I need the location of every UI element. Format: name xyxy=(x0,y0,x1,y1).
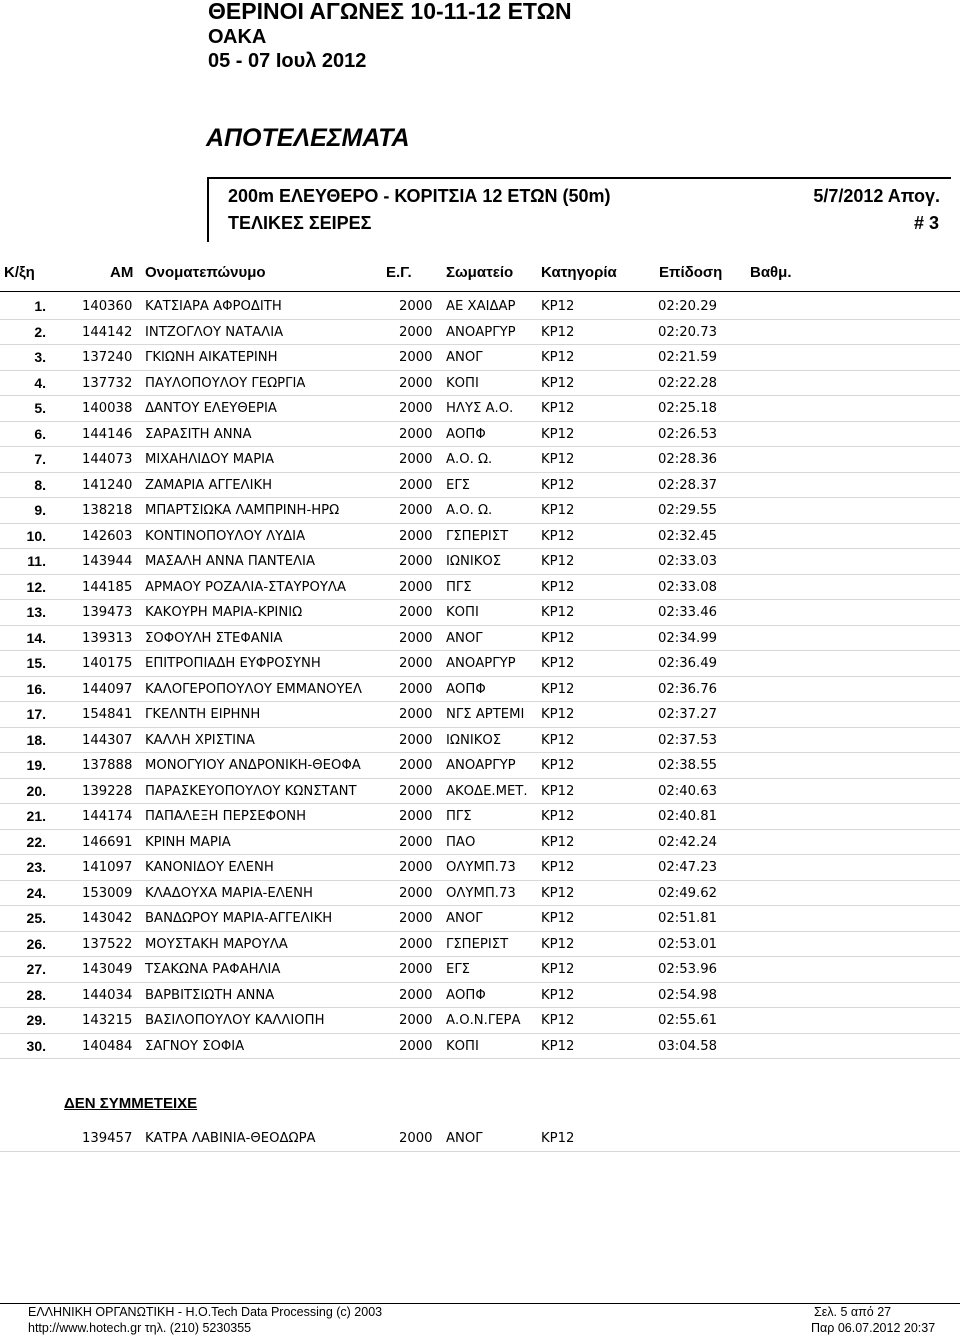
rank-cell: 13. xyxy=(26,604,46,620)
name-cell: ΠΑΡΑΣΚΕΥΟΠΟΥΛΟΥ ΚΩΝΣΤΑΝΤ xyxy=(145,783,357,799)
table-row xyxy=(0,524,960,550)
category-cell: ΚΡ12 xyxy=(541,426,575,442)
am-cell: 140360 xyxy=(82,299,133,314)
club-cell: ΑΝΟΓ xyxy=(446,350,483,365)
table-row xyxy=(0,932,960,958)
rank-cell: 30. xyxy=(26,1037,46,1054)
club-cell: ΑΝΟΑΡΓΥΡ xyxy=(446,758,516,773)
table-row xyxy=(0,702,960,728)
event-name: 200m ΕΛΕΥΘΕΡΟ - ΚΟΡΙΤΣΙΑ 12 ΕΤΩΝ (50m) xyxy=(228,186,611,206)
category-cell: ΚΡ12 xyxy=(541,630,575,646)
year-cell: 2000 xyxy=(399,1131,433,1146)
rank-cell: 28. xyxy=(26,986,46,1003)
year-cell: 2000 xyxy=(399,911,433,926)
table-row xyxy=(0,600,960,626)
time-cell: 02:33.08 xyxy=(658,579,717,595)
club-cell: ΠΓΣ xyxy=(446,579,472,595)
footer-page-number: Σελ. 5 από 27 xyxy=(814,1305,892,1319)
year-cell: 2000 xyxy=(399,324,433,340)
am-cell: 140175 xyxy=(82,656,133,671)
am-cell: 137240 xyxy=(82,350,133,365)
rank-cell: 15. xyxy=(26,655,46,671)
time-cell: 02:29.55 xyxy=(658,503,717,518)
am-cell: 144174 xyxy=(82,809,133,824)
category-cell: ΚΡ12 xyxy=(541,885,575,901)
category-cell: ΚΡ12 xyxy=(541,656,575,671)
am-cell: 141097 xyxy=(82,860,133,875)
am-cell: 138218 xyxy=(82,503,133,518)
name-cell: ΒΑΣΙΛΟΠΟΥΛΟΥ ΚΑΛΛΙΟΠΗ xyxy=(145,1013,325,1028)
year-cell: 2000 xyxy=(399,426,433,442)
table-row xyxy=(0,396,960,422)
time-cell: 02:37.53 xyxy=(658,732,717,748)
year-cell: 2000 xyxy=(399,554,433,569)
year-cell: 2000 xyxy=(399,809,433,824)
club-cell: Α.Ο.Ν.ΓΕΡΑ xyxy=(446,1013,521,1028)
category-cell: ΚΡ12 xyxy=(541,1038,575,1054)
category-cell: ΚΡ12 xyxy=(541,605,575,620)
name-cell: ΤΣΑΚΩΝΑ ΡΑΦΑΗΛΙΑ xyxy=(145,962,281,977)
table-row xyxy=(0,804,960,830)
year-cell: 2000 xyxy=(399,936,433,952)
time-cell: 02:36.76 xyxy=(658,681,717,697)
am-cell: 154841 xyxy=(82,707,133,722)
name-cell: ΚΟΝΤΙΝΟΠΟΥΛΟΥ ΛΥΔΙΑ xyxy=(145,528,306,544)
category-cell: ΚΡ12 xyxy=(541,732,575,748)
meet-venue: ΟΑΚΑ xyxy=(208,26,267,48)
table-row xyxy=(0,855,960,881)
table-row xyxy=(0,294,960,320)
event-date: 5/7/2012 Απογ. xyxy=(813,186,940,206)
name-cell: ΣΟΦΟΥΛΗ ΣΤΕΦΑΝΙΑ xyxy=(145,630,283,646)
rank-cell: 3. xyxy=(34,349,46,365)
table-row xyxy=(0,1008,960,1034)
category-cell: ΚΡ12 xyxy=(541,324,575,340)
col-header-time: Επίδοση xyxy=(659,264,723,281)
round-name: ΤΕΛΙΚΕΣ ΣΕΙΡΕΣ xyxy=(228,213,372,233)
category-cell: ΚΡ12 xyxy=(541,758,575,773)
year-cell: 2000 xyxy=(399,834,433,850)
table-row xyxy=(0,447,960,473)
rank-cell: 18. xyxy=(26,731,46,748)
table-row xyxy=(0,728,960,754)
time-cell: 02:38.55 xyxy=(658,758,717,773)
club-cell: ΝΓΣ ΑΡΤΕΜΙ xyxy=(446,707,525,722)
year-cell: 2000 xyxy=(399,885,433,901)
am-cell: 144146 xyxy=(82,426,133,442)
club-cell: ΙΩΝΙΚΟΣ xyxy=(446,554,502,569)
am-cell: 137888 xyxy=(82,758,133,773)
table-row xyxy=(0,345,960,371)
rank-cell: 8. xyxy=(34,476,46,493)
club-cell: ΗΛΥΣ Α.Ο. xyxy=(446,401,514,416)
category-cell: ΚΡ12 xyxy=(541,681,575,697)
rank-cell: 2. xyxy=(34,323,46,340)
category-cell: ΚΡ12 xyxy=(541,579,575,595)
table-row xyxy=(0,473,960,499)
am-cell: 143049 xyxy=(82,962,133,977)
name-cell: ΚΑΛΟΓΕΡΟΠΟΥΛΟΥ ΕΜΜΑΝΟΥΕΛ xyxy=(145,681,362,697)
name-cell: ΓΚΕΛΝΤΗ ΕΙΡΗΝΗ xyxy=(145,707,261,722)
category-cell: ΚΡ12 xyxy=(541,528,575,544)
rank-cell: 11. xyxy=(27,553,46,569)
category-cell: ΚΡ12 xyxy=(541,1013,575,1028)
time-cell: 02:28.37 xyxy=(658,477,717,493)
name-cell: ΒΑΡΒΙΤΣΙΩΤΗ ΑΝΝΑ xyxy=(145,987,275,1003)
rank-cell: 6. xyxy=(34,425,46,442)
year-cell: 2000 xyxy=(399,962,433,977)
am-cell: 144307 xyxy=(82,732,133,748)
name-cell: ΖΑΜΑΡΙΑ ΑΓΓΕΛΙΚΗ xyxy=(145,477,273,493)
am-cell: 146691 xyxy=(82,834,133,850)
year-cell: 2000 xyxy=(399,375,433,391)
rank-cell: 10. xyxy=(26,527,46,544)
am-cell: 137732 xyxy=(82,375,133,391)
time-cell: 02:53.01 xyxy=(658,936,717,952)
club-cell: ΠΑΟ xyxy=(446,834,476,850)
name-cell: ΜΑΣΑΛΗ ΑΝΝΑ ΠΑΝΤΕΛΙΑ xyxy=(145,554,315,569)
club-cell: ΙΩΝΙΚΟΣ xyxy=(446,732,502,748)
am-cell: 144142 xyxy=(82,324,133,340)
dns-table xyxy=(0,1126,960,1152)
name-cell: ΜΠΑΡΤΣΙΩΚΑ ΛΑΜΠΡΙΝΗ-ΗΡΩ xyxy=(145,503,340,518)
col-header-grade: Βαθμ. xyxy=(750,264,792,281)
am-cell: 144073 xyxy=(82,452,133,467)
am-cell: 142603 xyxy=(82,528,133,544)
rank-cell: 20. xyxy=(26,782,46,799)
table-row xyxy=(0,320,960,346)
time-cell: 02:53.96 xyxy=(658,962,717,977)
time-cell: 02:25.18 xyxy=(658,401,717,416)
club-cell: ΓΣΠΕΡΙΣΤ xyxy=(446,528,509,544)
name-cell: ΜΟΥΣΤΑΚΗ ΜΑΡΟΥΛΑ xyxy=(145,936,288,952)
club-cell: ΑΝΟΑΡΓΥΡ xyxy=(446,656,516,671)
category-cell: ΚΡ12 xyxy=(541,350,575,365)
club-cell: ΑΝΟΓ xyxy=(446,1131,483,1146)
am-cell: 143215 xyxy=(82,1013,133,1028)
table-row xyxy=(0,881,960,907)
year-cell: 2000 xyxy=(399,707,433,722)
category-cell: ΚΡ12 xyxy=(541,1131,575,1146)
header-divider xyxy=(0,291,960,292)
table-row xyxy=(0,677,960,703)
club-cell: ΑΟΠΦ xyxy=(446,681,486,697)
year-cell: 2000 xyxy=(399,452,433,467)
name-cell: ΚΑΝΟΝΙΔΟΥ ΕΛΕΝΗ xyxy=(145,860,274,875)
table-row xyxy=(0,422,960,448)
category-cell: ΚΡ12 xyxy=(541,707,575,722)
rank-cell: 17. xyxy=(26,706,46,722)
name-cell: ΠΑΥΛΟΠΟΥΛΟΥ ΓΕΩΡΓΙΑ xyxy=(145,375,306,391)
year-cell: 2000 xyxy=(399,579,433,595)
table-row xyxy=(0,651,960,677)
col-header-rank: Κ/ξη xyxy=(4,264,35,281)
results-heading: ΑΠΟΤΕΛΕΣΜΑΤΑ xyxy=(206,124,410,152)
category-cell: ΚΡ12 xyxy=(541,962,575,977)
time-cell: 02:33.46 xyxy=(658,605,717,620)
rank-cell: 12. xyxy=(26,578,46,595)
am-cell: 140038 xyxy=(82,401,133,416)
category-cell: ΚΡ12 xyxy=(541,477,575,493)
col-header-club: Σωματείο xyxy=(446,264,514,281)
rank-cell: 19. xyxy=(26,757,46,773)
am-cell: 143944 xyxy=(82,554,133,569)
year-cell: 2000 xyxy=(399,605,433,620)
table-row xyxy=(0,1034,960,1060)
table-row xyxy=(0,753,960,779)
am-cell: 144034 xyxy=(82,987,133,1003)
time-cell: 02:32.45 xyxy=(658,528,717,544)
category-cell: ΚΡ12 xyxy=(541,911,575,926)
category-cell: ΚΡ12 xyxy=(541,936,575,952)
table-row xyxy=(0,575,960,601)
category-cell: ΚΡ12 xyxy=(541,987,575,1003)
club-cell: ΚΟΠΙ xyxy=(446,605,479,620)
am-cell: 140484 xyxy=(82,1038,133,1054)
time-cell: 02:55.61 xyxy=(658,1013,717,1028)
meet-title: ΘΕΡΙΝΟΙ ΑΓΩΝΕΣ 10-11-12 ΕΤΩΝ xyxy=(208,0,572,24)
name-cell: ΚΑΚΟΥΡΗ ΜΑΡΙΑ-ΚΡΙΝΙΩ xyxy=(145,605,303,620)
name-cell: ΔΑΝΤΟΥ ΕΛΕΥΘΕΡΙΑ xyxy=(145,401,277,416)
table-row xyxy=(0,983,960,1009)
am-cell: 139473 xyxy=(82,605,133,620)
rank-cell: 21. xyxy=(26,808,46,824)
year-cell: 2000 xyxy=(399,732,433,748)
club-cell: ΑΝΟΑΡΓΥΡ xyxy=(446,324,516,340)
club-cell: ΕΓΣ xyxy=(446,962,471,977)
name-cell: ΣΑΡΑΣΙΤΗ ΑΝΝΑ xyxy=(145,426,252,442)
rank-cell: 26. xyxy=(26,935,46,952)
year-cell: 2000 xyxy=(399,350,433,365)
rank-cell: 29. xyxy=(26,1012,46,1028)
club-cell: ΟΛΥΜΠ.73 xyxy=(446,885,516,901)
time-cell: 03:04.58 xyxy=(658,1038,717,1054)
category-cell: ΚΡ12 xyxy=(541,452,575,467)
rank-cell: 5. xyxy=(34,400,46,416)
col-header-name: Ονοματεπώνυμο xyxy=(145,264,266,281)
meet-dates: 05 - 07 Ιουλ 2012 xyxy=(208,50,367,72)
rank-cell: 23. xyxy=(26,859,46,875)
name-cell: ΜΙΧΑΗΛΙΔΟΥ ΜΑΡΙΑ xyxy=(145,452,275,467)
am-cell: 153009 xyxy=(82,885,133,901)
table-row xyxy=(0,626,960,652)
rank-cell: 4. xyxy=(34,374,46,391)
rank-cell: 14. xyxy=(26,629,46,646)
year-cell: 2000 xyxy=(399,1013,433,1028)
am-cell: 139457 xyxy=(82,1131,133,1146)
year-cell: 2000 xyxy=(399,783,433,799)
table-row xyxy=(0,498,960,524)
am-cell: 144097 xyxy=(82,681,133,697)
club-cell: ΚΟΠΙ xyxy=(446,1038,479,1054)
time-cell: 02:40.63 xyxy=(658,783,717,799)
time-cell: 02:20.29 xyxy=(658,299,717,314)
year-cell: 2000 xyxy=(399,1038,433,1054)
club-cell: ΠΓΣ xyxy=(446,809,472,824)
year-cell: 2000 xyxy=(399,503,433,518)
time-cell: 02:21.59 xyxy=(658,350,717,365)
category-cell: ΚΡ12 xyxy=(541,375,575,391)
club-cell: Α.Ο. Ω. xyxy=(446,503,493,518)
footer-contact: http://www.hotech.gr τηλ. (210) 5230355 xyxy=(28,1321,252,1335)
club-cell: ΑΟΠΦ xyxy=(446,987,486,1003)
name-cell: ΚΛΑΔΟΥΧΑ ΜΑΡΙΑ-ΕΛΕΝΗ xyxy=(145,885,313,901)
time-cell: 02:42.24 xyxy=(658,834,717,850)
name-cell: ΙΝΤΖΟΓΛΟΥ ΝΑΤΑΛΙΑ xyxy=(145,324,284,340)
rank-cell: 22. xyxy=(26,833,46,850)
results-table xyxy=(0,294,960,1059)
time-cell: 02:26.53 xyxy=(658,426,717,442)
name-cell: ΕΠΙΤΡΟΠΙΑΔΗ ΕΥΦΡΟΣΥΝΗ xyxy=(145,656,321,671)
name-cell: ΚΑΤΡΑ ΛΑΒΙΝΙΑ-ΘΕΟΔΩΡΑ xyxy=(145,1131,316,1146)
category-cell: ΚΡ12 xyxy=(541,401,575,416)
rank-cell: 16. xyxy=(26,680,46,697)
club-cell: ΑΟΠΦ xyxy=(446,426,486,442)
category-cell: ΚΡ12 xyxy=(541,503,575,518)
name-cell: ΓΚΙΩΝΗ ΑΙΚΑΤΕΡΙΝΗ xyxy=(145,350,278,365)
time-cell: 02:22.28 xyxy=(658,375,717,391)
category-cell: ΚΡ12 xyxy=(541,834,575,850)
club-cell: ΑΝΟΓ xyxy=(446,911,483,926)
round-number: # 3 xyxy=(913,213,939,233)
table-row xyxy=(0,957,960,983)
rank-cell: 27. xyxy=(26,961,46,977)
am-cell: 144185 xyxy=(82,579,133,595)
time-cell: 02:47.23 xyxy=(658,860,717,875)
dns-heading: ΔΕΝ ΣΥΜΜΕΤΕΙΧΕ xyxy=(64,1095,198,1112)
rank-cell: 9. xyxy=(34,502,46,518)
time-cell: 02:33.03 xyxy=(658,554,717,569)
name-cell: ΚΡΙΝΗ ΜΑΡΙΑ xyxy=(145,834,231,850)
footer-organizer: ΕΛΛΗΝΙΚΗ ΟΡΓΑΝΩΤΙΚΗ - Η.Ο.Tech Data Processing (c) 2003 xyxy=(28,1305,383,1319)
time-cell: 02:54.98 xyxy=(658,987,717,1003)
name-cell: ΒΑΝΔΩΡΟΥ ΜΑΡΙΑ-ΑΓΓΕΛΙΚΗ xyxy=(145,911,333,926)
name-cell: ΜΟΝΟΓΥΙΟΥ ΑΝΔΡΟΝΙΚΗ-ΘΕΟΦΑ xyxy=(145,758,361,773)
name-cell: ΠΑΠΑΛΕΞΗ ΠΕΡΣΕΦΟΝΗ xyxy=(145,809,307,824)
club-cell: ΑΚΟΔΕ.ΜΕΤ. xyxy=(446,783,528,799)
table-row xyxy=(0,906,960,932)
rank-cell: 1. xyxy=(34,298,46,314)
table-row xyxy=(0,371,960,397)
col-header-am: ΑΜ xyxy=(110,264,134,281)
time-cell: 02:51.81 xyxy=(658,911,717,926)
dns-row xyxy=(0,1126,960,1152)
name-cell: ΑΡΜΑΟΥ ΡΟΖΑΛΙΑ-ΣΤΑΥΡΟΥΛΑ xyxy=(145,579,346,595)
category-cell: ΚΡ12 xyxy=(541,860,575,875)
name-cell: ΚΑΛΛΗ ΧΡΙΣΤΙΝΑ xyxy=(145,732,255,748)
rank-cell: 25. xyxy=(26,910,46,926)
club-cell: ΑΝΟΓ xyxy=(446,630,483,646)
name-cell: ΣΑΓΝΟΥ ΣΟΦΙΑ xyxy=(145,1038,245,1054)
name-cell: ΚΑΤΣΙΑΡΑ ΑΦΡΟΔΙΤΗ xyxy=(145,299,282,314)
time-cell: 02:40.81 xyxy=(658,809,717,824)
club-cell: ΕΓΣ xyxy=(446,477,471,493)
year-cell: 2000 xyxy=(399,987,433,1003)
year-cell: 2000 xyxy=(399,299,433,314)
table-row xyxy=(0,549,960,575)
am-cell: 141240 xyxy=(82,477,133,493)
footer-divider xyxy=(0,1303,960,1304)
year-cell: 2000 xyxy=(399,860,433,875)
category-cell: ΚΡ12 xyxy=(541,809,575,824)
year-cell: 2000 xyxy=(399,758,433,773)
time-cell: 02:37.27 xyxy=(658,707,717,722)
time-cell: 02:36.49 xyxy=(658,656,717,671)
am-cell: 137522 xyxy=(82,936,133,952)
rank-cell: 7. xyxy=(34,451,46,467)
am-cell: 139313 xyxy=(82,630,133,646)
year-cell: 2000 xyxy=(399,630,433,646)
col-header-category: Κατηγορία xyxy=(541,264,617,281)
am-cell: 143042 xyxy=(82,911,133,926)
table-row xyxy=(0,830,960,856)
year-cell: 2000 xyxy=(399,477,433,493)
footer-print-date: Παρ 06.07.2012 20:37 xyxy=(811,1321,936,1335)
year-cell: 2000 xyxy=(399,401,433,416)
am-cell: 139228 xyxy=(82,783,133,799)
time-cell: 02:34.99 xyxy=(658,630,717,646)
time-cell: 02:20.73 xyxy=(658,324,717,340)
time-cell: 02:49.62 xyxy=(658,885,717,901)
col-header-year: Ε.Γ. xyxy=(386,264,412,281)
year-cell: 2000 xyxy=(399,656,433,671)
club-cell: ΑΕ ΧΑΙΔΑΡ xyxy=(446,299,516,314)
club-cell: Α.Ο. Ω. xyxy=(446,452,493,467)
table-row xyxy=(0,779,960,805)
time-cell: 02:28.36 xyxy=(658,452,717,467)
category-cell: ΚΡ12 xyxy=(541,783,575,799)
club-cell: ΓΣΠΕΡΙΣΤ xyxy=(446,936,509,952)
club-cell: ΟΛΥΜΠ.73 xyxy=(446,860,516,875)
category-cell: ΚΡ12 xyxy=(541,554,575,569)
club-cell: ΚΟΠΙ xyxy=(446,375,479,391)
rank-cell: 24. xyxy=(26,884,46,901)
category-cell: ΚΡ12 xyxy=(541,299,575,314)
year-cell: 2000 xyxy=(399,528,433,544)
year-cell: 2000 xyxy=(399,681,433,697)
